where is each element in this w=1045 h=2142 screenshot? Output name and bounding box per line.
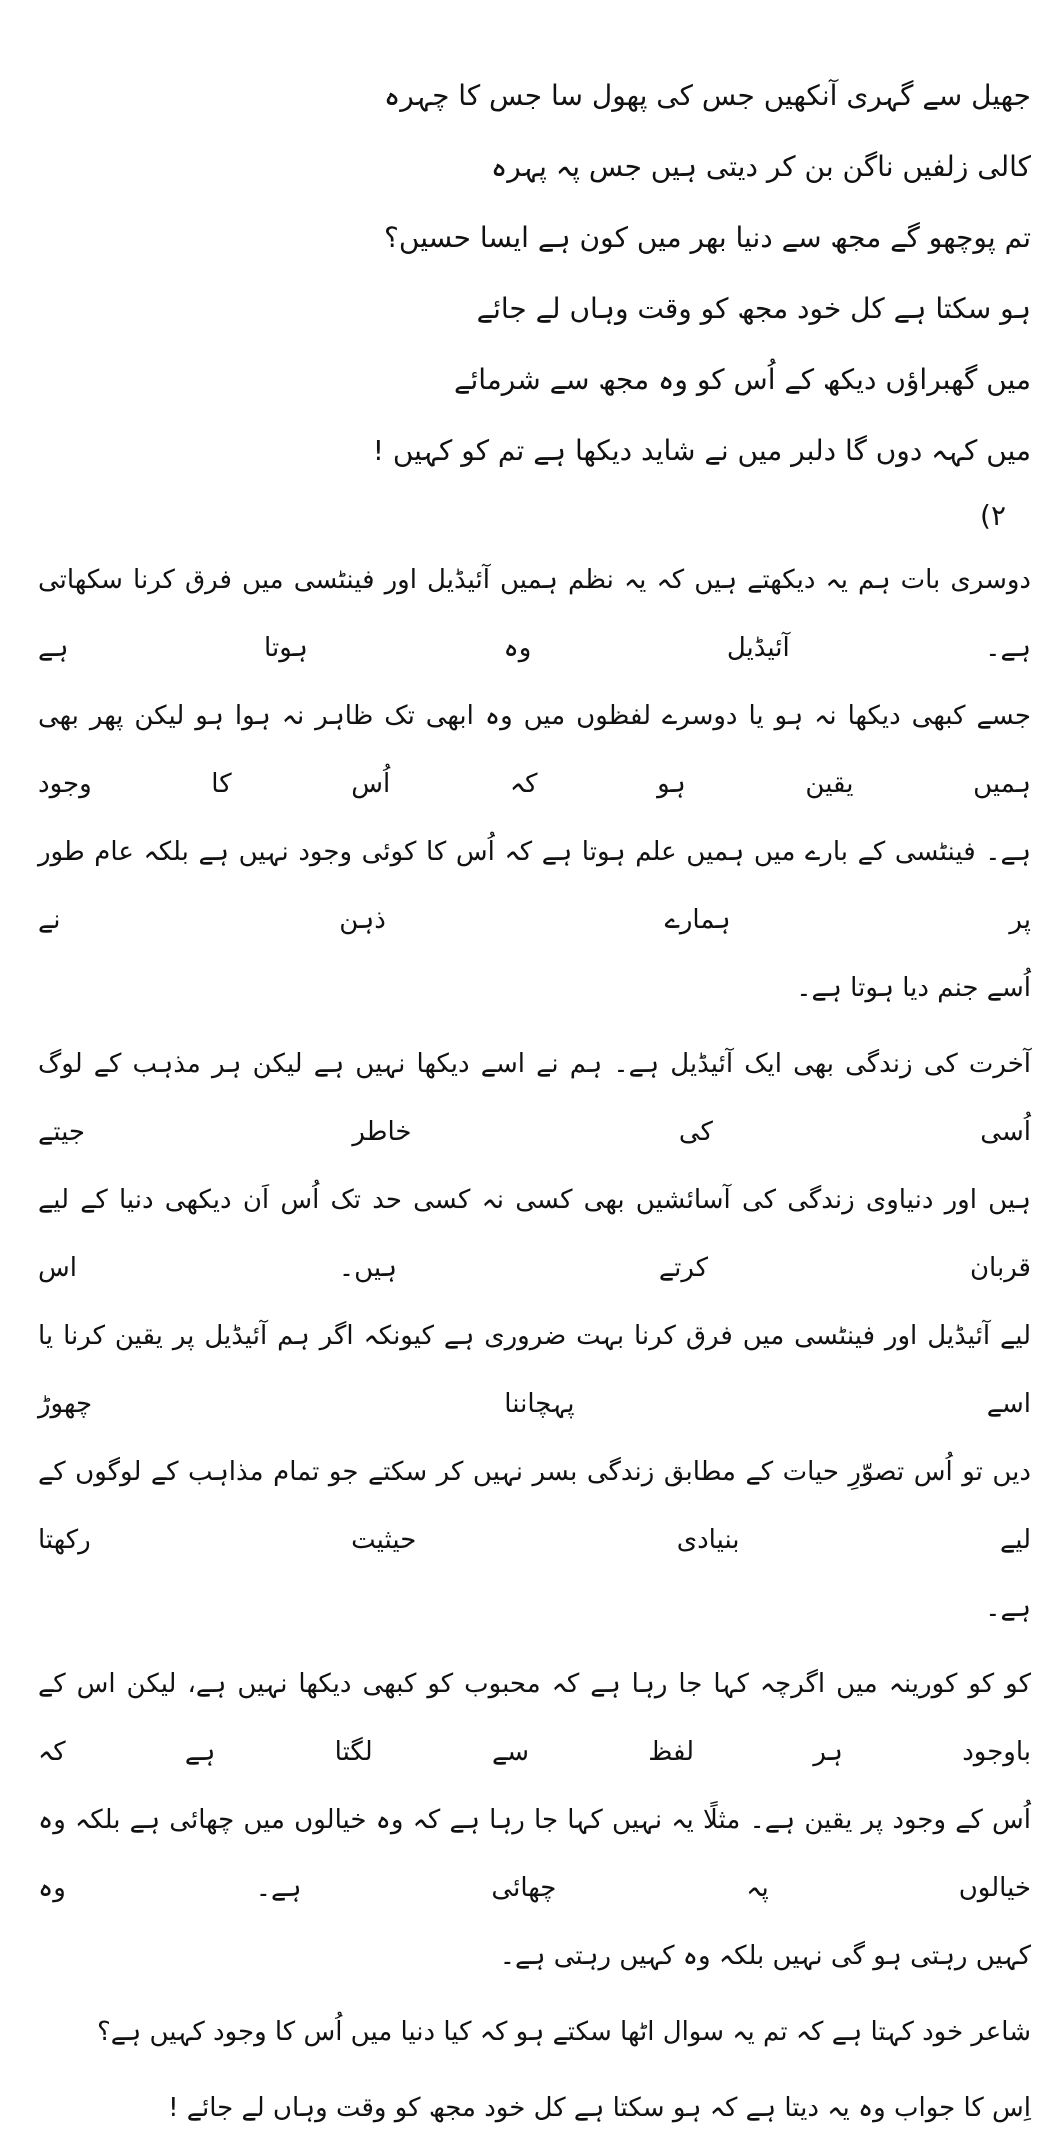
text-line: ہے۔ فینٹسی کے بارے میں ہمیں علم ہوتا ہے کہ اُس کا کوئی وجود نہیں ہے بلکہ عام طور پر ہمارے ذہن نے	[38, 837, 1031, 935]
paragraph-koko-korina	[38, 1650, 1031, 1990]
paragraph-ideal-vs-fantasy	[38, 546, 1031, 1022]
text-line: کو کو کورینہ میں اگرچہ کہا جا رہا ہے کہ محبوب کو کبھی دیکھا نہیں ہے، لیکن اس کے باوجود ہر لفظ سے لگتا ہے کہ	[38, 1669, 1031, 1767]
text-line: دوسری بات ہم یہ دیکھتے ہیں کہ یہ نظم ہمیں آئیڈیل اور فینٹسی میں فرق کرنا سکھاتی ہے۔ آئیڈیل وہ ہوتا ہے	[38, 565, 1031, 663]
text-line: جسے کبھی دیکھا نہ ہو یا دوسرے لفظوں میں وہ ابھی تک ظاہر نہ ہوا ہو لیکن پھر بھی ہمیں یقین ہو کہ اُس کا وجود	[38, 701, 1031, 799]
poem-line: کالی زلفیں ناگن بن کر دیتی ہیں جس پہ پہرہ	[490, 150, 1031, 183]
text-line: شاعر خود کہتا ہے کہ تم یہ سوال اٹھا سکتے ہو کہ کیا دنیا میں اُس کا وجود کہیں ہے؟	[96, 2017, 1031, 2047]
poem-line: تم پوچھو گے مجھ سے دنیا بھر میں کون ہے ایسا حسیں؟	[384, 221, 1031, 254]
poem-stanza	[38, 60, 1031, 486]
text-line: اِس کا جواب وہ یہ دیتا ہے کہ ہو سکتا ہے کل خود مجھ کو وقت وہاں لے جائے !	[168, 2093, 1031, 2123]
paragraph-poet-answer	[38, 2074, 1031, 2142]
text-line: اُسے جنم دیا ہوتا ہے۔	[796, 973, 1031, 1003]
poem-line: جھیل سے گہری آنکھیں جس کی پھول سا جس کا چہرہ	[383, 79, 1031, 112]
text-line: دیں تو اُس تصوّرِ حیات کے مطابق زندگی بسر نہیں کر سکتے جو تمام مذاہب کے لوگوں کے لیے بنیادی حیثیت رکھتا	[38, 1457, 1031, 1555]
poem-line: ہو سکتا ہے کل خود مجھ کو وقت وہاں لے جائے	[476, 292, 1031, 325]
poem-line: میں کہہ دوں گا دلبر میں نے شاید دیکھا ہے تم کو کہیں !	[372, 434, 1031, 467]
text-line: کہیں رہتی ہو گی نہیں بلکہ وہ کہیں رہتی ہے۔	[499, 1941, 1031, 1971]
text-line: اُس کے وجود پر یقین ہے۔ مثلًا یہ نہیں کہا جا رہا ہے کہ وہ خیالوں میں چھائی ہے بلکہ وہ خیالوں پہ چھائی ہے۔ وہ	[38, 1805, 1031, 1903]
text-line: ہیں اور دنیاوی زندگی کی آسائشیں بھی کسی نہ کسی حد تک اُس اَن دیکھی دنیا کے لیے قربان کرتے ہیں۔ اس	[38, 1185, 1031, 1283]
paragraph-poet-question	[38, 1998, 1031, 2066]
text-line: ہے۔	[985, 1593, 1031, 1623]
text-line: آخرت کی زندگی بھی ایک آئیڈیل ہے۔ ہم نے اسے دیکھا نہیں ہے لیکن ہر مذہب کے لوگ اُسی کی خاطر جیتے	[38, 1049, 1031, 1147]
text-line: لیے آئیڈیل اور فینٹسی میں فرق کرنا بہت ضروری ہے کیونکہ اگر ہم آئیڈیل پر یقین کرنا یا اسے پہچاننا چھوڑ	[38, 1321, 1031, 1419]
section-number: (۲	[980, 499, 1006, 532]
poem-line: میں گھبراؤں دیکھ کے اُس کو وہ مجھ سے شرمائے	[454, 363, 1031, 396]
paragraph-afterlife-ideal	[38, 1030, 1031, 1642]
